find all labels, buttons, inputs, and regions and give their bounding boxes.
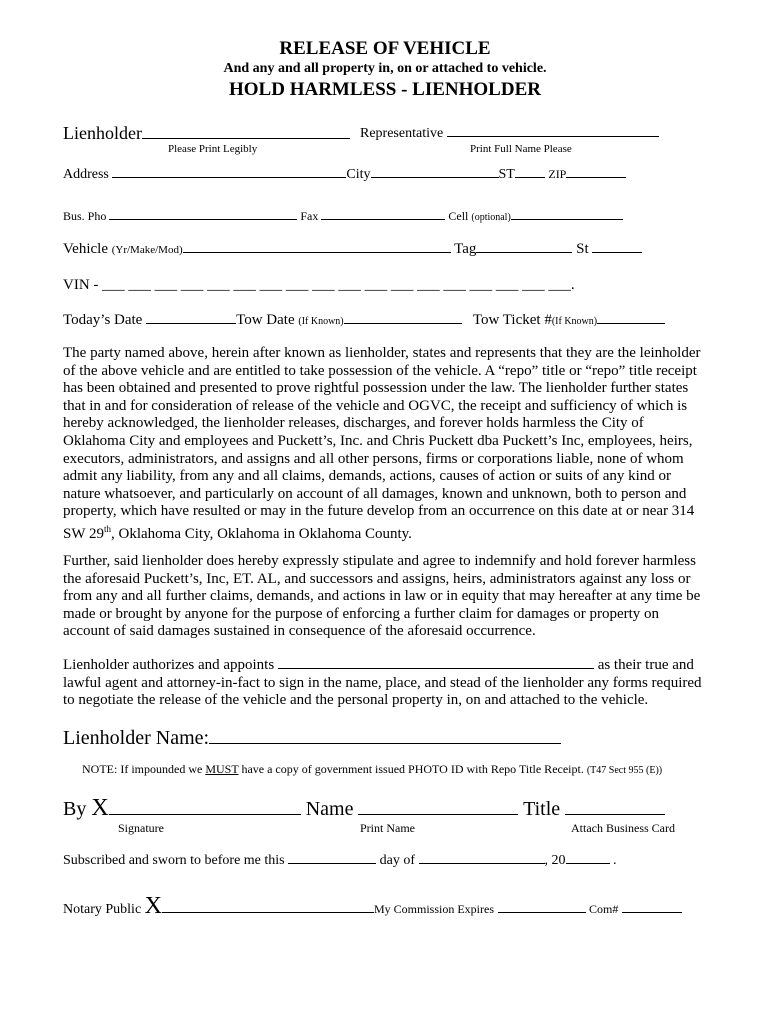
sworn-year-field[interactable] — [566, 862, 610, 864]
by-label: By — [63, 798, 87, 820]
address-row — [63, 167, 626, 183]
paragraph-line — [63, 657, 713, 675]
notary-label: Notary Public — [63, 902, 142, 917]
name-label: Name — [305, 798, 354, 820]
paragraph-line: lawful agent and attorney-in-fact to sign in the name, place, and stead of the lienholder any forms required — [63, 674, 702, 691]
paragraph-line: to negotiate the release of the vehicle and the personal property in, on and attached to the vehicle. — [63, 692, 649, 709]
tow-ticket-hint: (If Known) — [551, 316, 598, 327]
tow-ticket-label: Tow Ticket # — [472, 312, 552, 328]
address-label: Address — [63, 167, 109, 182]
period: . — [613, 853, 617, 868]
address-text: SW 29 — [63, 525, 104, 542]
appoint-text-end: as their true and — [597, 657, 694, 673]
cell-field[interactable] — [511, 218, 623, 220]
lienholder-label: Lienholder — [63, 123, 142, 143]
appoint-text: Lienholder authorizes and appoints — [63, 657, 275, 673]
st-field[interactable] — [515, 176, 545, 178]
paragraph-line-last — [63, 521, 713, 544]
paragraph-line: Oklahoma City and employees and Puckett’s, Inc. and Chris Puckett dba Puckett’s Inc, employees, heirs, — [63, 432, 693, 449]
vehicle-field[interactable] — [183, 251, 451, 253]
representative-row — [360, 126, 659, 142]
com-label: Com# — [589, 902, 619, 916]
city-field[interactable] — [371, 176, 499, 178]
print-name-field[interactable] — [358, 813, 518, 815]
title-label: Title — [523, 798, 561, 820]
agent-field[interactable] — [278, 667, 594, 669]
paragraph-line: admit any liability, from any and all claims, demands, actions, causes of action or suits of any kind or — [63, 468, 672, 485]
bus-phone-field[interactable] — [109, 218, 297, 220]
paragraph-line: Further, said lienholder does hereby expressly stipulate and agree to indemnify and hold forever harmless — [63, 553, 696, 569]
note-text: NOTE: If impounded we — [82, 762, 206, 776]
release-paragraph — [63, 345, 713, 544]
vehicle-hint: (Yr/Make/Mod) — [111, 244, 183, 256]
lienholder-name-field[interactable] — [209, 742, 561, 744]
paragraph-line: account of said damages sustained in consequence of the aforesaid occurrence. — [63, 623, 536, 640]
dates-row — [63, 312, 665, 329]
lienholder-row — [63, 123, 350, 144]
tow-date-hint: (If Known) — [298, 316, 344, 327]
print-name-caption: Print Name — [360, 821, 415, 835]
print-full-name-hint: Print Full Name Please — [470, 143, 572, 155]
paragraph-line: from any and all further claims, demands, and actions in law or in equity that may hereafter at any time be — [63, 588, 701, 605]
cell-label: Cell — [448, 209, 469, 223]
vehicle-label: Vehicle — [63, 241, 108, 257]
tow-date-label: Tow Date — [236, 312, 295, 328]
representative-field[interactable] — [447, 135, 659, 137]
year-prefix: , 20 — [544, 853, 566, 868]
notary-x-mark: X — [144, 893, 162, 919]
note-must: MUST — [205, 762, 239, 776]
vin-row — [63, 277, 575, 294]
sworn-month-field[interactable] — [419, 862, 545, 864]
representative-label: Representative — [360, 126, 444, 141]
st-label: ST — [498, 167, 515, 182]
subscribed-row — [63, 853, 617, 869]
paragraph-line: The party named above, herein after known as lienholder, states and represents that they are the leinholder — [63, 345, 701, 361]
address-field[interactable] — [112, 176, 346, 178]
notary-row — [63, 893, 682, 920]
paragraph-line: property, which have resulted or may in the future develop from an occurrence on this date at or near 314 — [63, 503, 695, 520]
paragraph-line: of the above vehicle and are entitled to take possession of the vehicle. A “repo” title or “repo” title receipt — [63, 362, 697, 379]
title-field[interactable] — [565, 813, 665, 815]
note-reference: (T47 Sect 955 (E)) — [586, 765, 663, 776]
sworn-day-field[interactable] — [288, 862, 376, 864]
vin-label: VIN - — [63, 277, 99, 293]
paragraph-line: made or brought by anyone for the purpose of enforcing a further claim for damages or property on — [63, 605, 660, 622]
phone-row — [63, 209, 623, 224]
paragraph-line: has been obtained and presented to prove rightful possession under the law. The lienholder further states — [63, 380, 689, 397]
note — [82, 762, 662, 777]
paragraph-line: executors, administrators, and assigns and all other persons, firms or corporations liable, none of whom — [63, 450, 684, 467]
todays-date-field[interactable] — [146, 322, 236, 324]
address-text-rest: , Oklahoma City, Oklahoma in Oklahoma County. — [111, 525, 412, 542]
day-of-label: day of — [379, 853, 416, 868]
signature-row — [63, 795, 665, 822]
notary-signature-field[interactable] — [162, 911, 374, 913]
appoint-paragraph — [63, 657, 713, 710]
com-number-field[interactable] — [622, 911, 682, 913]
cell-optional-hint: (optional) — [471, 212, 511, 223]
paragraph-line: nature whatsoever, and particularly on account of all damages, known and unknown, both to person and — [63, 485, 687, 502]
paragraph-line: the aforesaid Puckett’s, Inc, ET. AL, and successors and assigns, heirs, administrators against any loss or — [63, 570, 691, 587]
bus-phone-label: Bus. Pho — [63, 209, 107, 223]
document-subtitle: And any and all property in, on or attached to vehicle. — [223, 61, 547, 76]
paragraph-line: that in and for consideration of release of the vehicle and OGVC, the receipt and sufficiency of which is — [63, 397, 688, 414]
fax-label: Fax — [300, 209, 319, 223]
zip-label: ZIP — [548, 167, 567, 181]
vehicle-row — [63, 241, 642, 258]
fax-field[interactable] — [321, 218, 445, 220]
ordinal-suffix: th — [103, 523, 111, 534]
todays-date-label: Today’s Date — [63, 312, 143, 328]
signature-field[interactable] — [109, 813, 301, 815]
tag-label: Tag — [454, 241, 477, 257]
attach-card-caption: Attach Business Card — [571, 821, 675, 835]
subscribed-label: Subscribed and sworn to before me this — [63, 853, 285, 868]
vin-field[interactable]: ___ ___ ___ ___ ___ ___ ___ ___ ___ ___ ___ ___ ___ ___ ___ ___ ___ ___. — [102, 277, 575, 293]
paragraph-line: hereby acknowledged, the lienholder releases, discharges, and forever holds harmless the City of — [63, 415, 644, 432]
signature-caption: Signature — [118, 821, 164, 835]
st2-label: St — [576, 241, 589, 257]
commission-expires-field[interactable] — [498, 911, 586, 913]
print-legibly-hint: Please Print Legibly — [168, 143, 258, 155]
city-label: City — [346, 167, 371, 182]
commission-label: My Commission Expires — [374, 902, 495, 916]
st2-field[interactable] — [592, 251, 642, 253]
tow-ticket-field[interactable] — [597, 322, 665, 324]
document-title: RELEASE OF VEHICLE — [279, 38, 491, 59]
indemnify-paragraph — [63, 553, 713, 641]
tow-date-field[interactable] — [344, 322, 462, 324]
lienholder-field[interactable] — [142, 137, 350, 139]
signature-x-mark: X — [91, 795, 109, 821]
lienholder-name-label: Lienholder Name: — [63, 727, 210, 749]
zip-field[interactable] — [566, 176, 626, 178]
tag-field[interactable] — [476, 251, 572, 253]
document-title-2: HOLD HARMLESS - LIENHOLDER — [229, 79, 541, 100]
note-text-2: have a copy of government issued PHOTO ID with Repo Title Receipt. — [238, 762, 587, 776]
lienholder-name-row — [63, 727, 561, 750]
